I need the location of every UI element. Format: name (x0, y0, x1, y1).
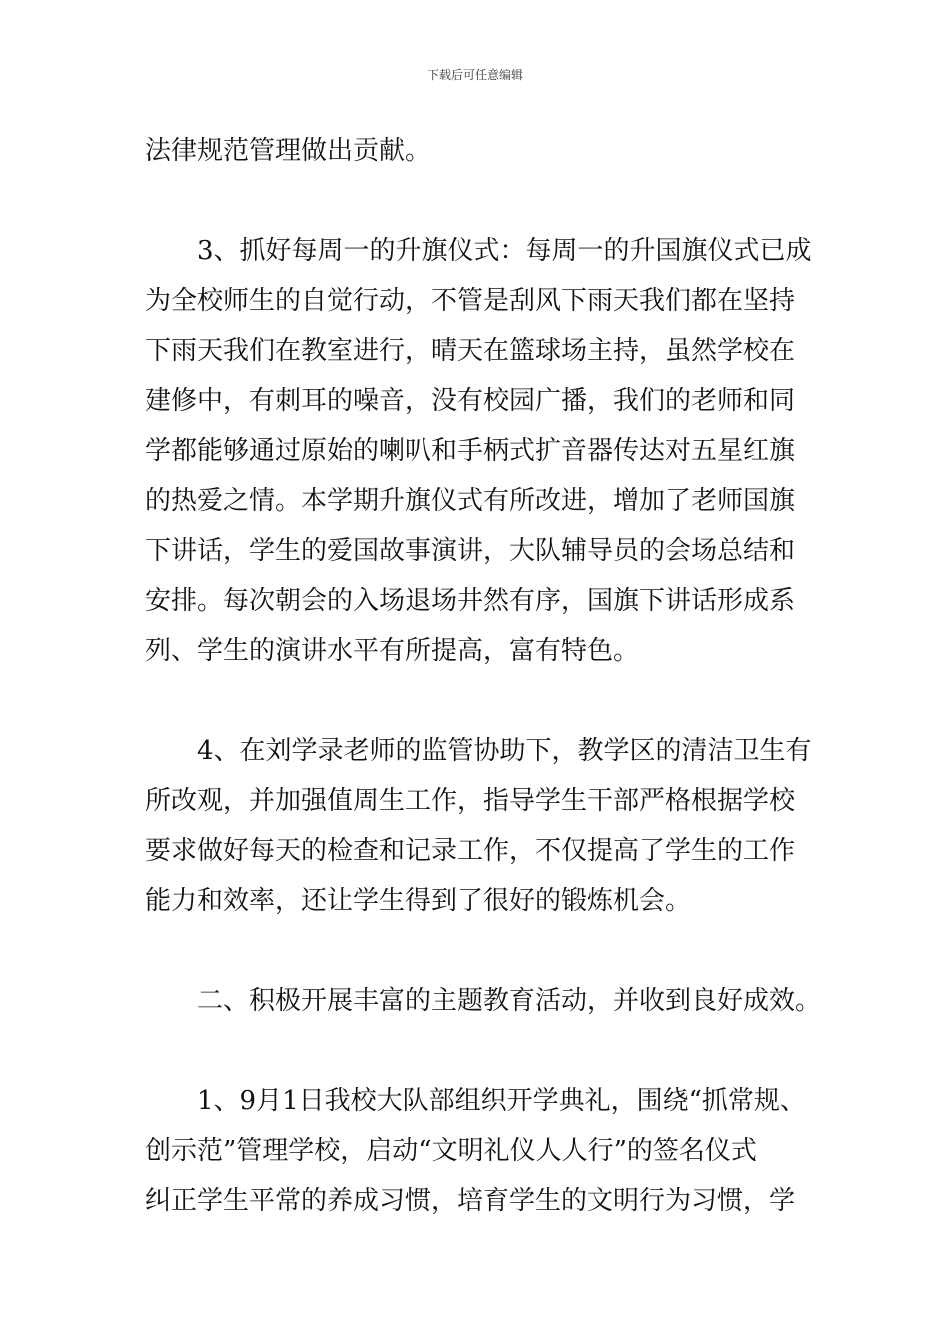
text-line: 能力和效率，还让学生得到了很好的锻炼机会。 (145, 886, 692, 916)
text-line: 安排。每次朝会的入场退场井然有序，国旗下讲话形成系 (145, 586, 796, 616)
text-line: 学都能够通过原始的喇叭和手柄式扩音器传达对五星红旗 (145, 436, 796, 466)
text-line: 为全校师生的自觉行动，不管是刮风下雨天我们都在坚持 (145, 286, 796, 316)
text-line: 所改观，并加强值周生工作，指导学生干部严格根据学校 (145, 786, 796, 816)
text-line: 纠正学生平常的养成习惯，培育学生的文明行为习惯，学 (145, 1186, 796, 1216)
paragraph-gap (145, 926, 820, 976)
text-line: 建修中，有刺耳的噪音，没有校园广播，我们的老师和同 (145, 386, 796, 416)
text-line: 要求做好每天的检查和记录工作，不仅提高了学生的工作 (145, 836, 796, 866)
text-line: 下雨天我们在教室进行，晴天在篮球场主持，虽然学校在 (145, 336, 796, 366)
paragraph-gap (145, 1026, 820, 1076)
text-line: 1、9月1日我校大队部组织开学典礼，围绕“抓常规、 (145, 1086, 806, 1116)
text-line: 4、在刘学录老师的监管协助下，教学区的清洁卫生有 (145, 736, 812, 766)
text-line: 列、学生的演讲水平有所提高，富有特色。 (145, 636, 640, 666)
page-header-note: 下载后可任意编辑 (426, 68, 523, 82)
text-line: 法律规范管理做出贡献。 (145, 136, 432, 166)
document-body (145, 126, 820, 1226)
text-line: 创示范”管理学校，启动“文明礼仪人人行”的签名仪式 (145, 1136, 757, 1166)
text-line: 的热爱之情。本学期升旗仪式有所改进，增加了老师国旗 (145, 486, 796, 516)
text-line: 3、抓好每周一的升旗仪式：每周一的升国旗仪式已成 (145, 236, 812, 266)
paragraph-gap (145, 676, 820, 726)
paragraph-gap (145, 176, 820, 226)
text-line: 下讲话，学生的爱国故事演讲，大队辅导员的会场总结和 (145, 536, 796, 566)
section-heading: 二、积极开展丰富的主题教育活动，并收到良好成效。 (145, 986, 822, 1016)
